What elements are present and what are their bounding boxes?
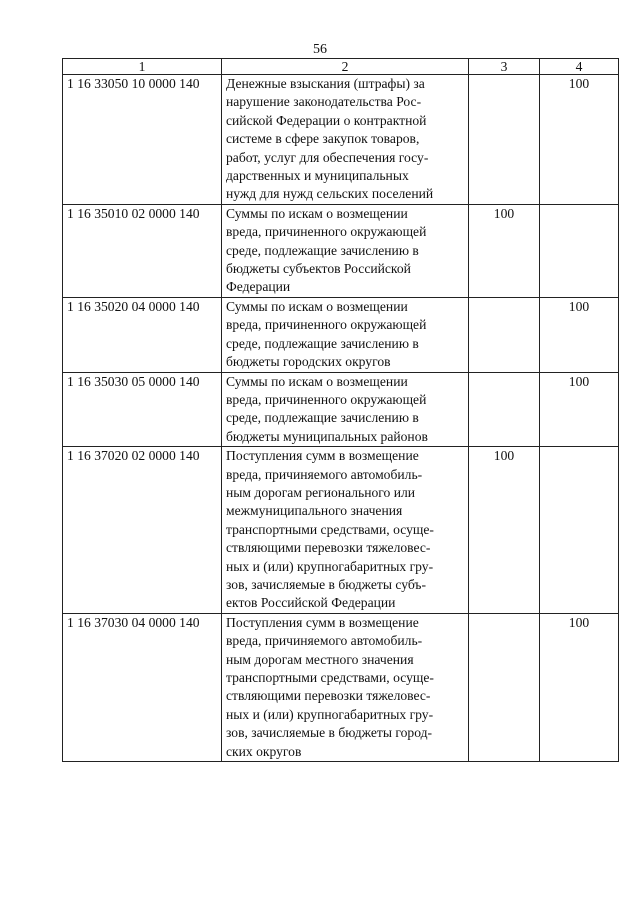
percent-column-3	[469, 297, 540, 372]
percent-column-3	[469, 204, 540, 297]
header-row	[63, 59, 619, 75]
percent-column-3	[469, 372, 540, 447]
description-line: Федерации	[226, 279, 291, 295]
classification-code: 1 16 37020 02 0000 140	[63, 447, 222, 614]
description-line: ных и (или) крупногабаритных гру-	[226, 706, 434, 722]
percent-value: 100	[568, 614, 590, 630]
description-line: межмуниципального значения	[226, 503, 403, 519]
description-line: ектов Российской Федерации	[226, 595, 396, 611]
table-row	[63, 75, 619, 205]
description-line: Суммы по искам о возмещении	[226, 373, 408, 389]
table-row	[63, 204, 619, 297]
description-line: Суммы по искам о возмещении	[226, 205, 408, 221]
column-header-3: 3	[469, 59, 540, 75]
description-line: вреда, причиняемого автомобиль-	[226, 633, 423, 649]
revenue-description	[222, 447, 469, 614]
description-line: ствляющими перевозки тяжеловес-	[226, 540, 431, 556]
description-line: транспортными средствами, осуще-	[226, 670, 434, 685]
classification-code: 1 16 35020 04 0000 140	[63, 297, 222, 372]
percent-value: 100	[568, 76, 590, 91]
percent-column-4	[540, 204, 619, 297]
percent-value: 100	[493, 205, 515, 221]
description-line: бюджеты субъектов Российской	[226, 261, 411, 277]
description-line: вреда, причиненного окружающей	[226, 224, 427, 240]
classification-code: 1 16 37030 04 0000 140	[63, 613, 222, 761]
column-header-2: 2	[222, 59, 469, 75]
classification-code: 1 16 33050 10 0000 140	[63, 75, 222, 205]
percent-column-4	[540, 613, 619, 761]
description-line: среде, подлежащие зачислению в	[226, 335, 419, 351]
revenue-description	[222, 204, 469, 297]
table-row	[63, 447, 619, 614]
revenue-description	[222, 75, 469, 205]
description-line: ным дорогам регионального или	[226, 484, 416, 500]
percent-column-3	[469, 613, 540, 761]
percent-value: 100	[568, 298, 590, 314]
percent-column-3	[469, 447, 540, 614]
percent-value: 100	[568, 373, 590, 389]
percent-column-4	[540, 447, 619, 614]
description-line: Суммы по искам о возмещении	[226, 298, 408, 314]
description-line: сийской Федерации о контрактной	[226, 112, 427, 128]
description-line: ных и (или) крупногабаритных гру-	[226, 558, 434, 574]
description-line: ствляющими перевозки тяжеловес-	[226, 688, 431, 704]
description-line: нужд для нужд сельских поселений	[226, 186, 434, 202]
description-line: дарственных и муниципальных	[226, 168, 409, 184]
column-header-4: 4	[540, 59, 619, 75]
revenue-distribution-table	[62, 58, 619, 762]
description-line: вреда, причиненного окружающей	[226, 317, 427, 333]
percent-column-4	[540, 297, 619, 372]
table-row	[63, 297, 619, 372]
description-line: вреда, причиненного окружающей	[226, 391, 427, 407]
description-line: нарушение законодательства Рос-	[226, 94, 422, 110]
description-line: среде, подлежащие зачислению в	[226, 242, 419, 258]
description-line: работ, услуг для обеспечения госу-	[226, 149, 429, 165]
description-line: ских округов	[226, 743, 302, 759]
description-line: вреда, причиняемого автомобиль-	[226, 466, 423, 482]
description-line: Поступления сумм в возмещение	[226, 448, 419, 464]
revenue-description	[222, 613, 469, 761]
table-row	[63, 613, 619, 761]
percent-value: 100	[493, 448, 515, 464]
description-line: ным дорогам местного значения	[226, 651, 414, 667]
percent-column-4	[540, 75, 619, 205]
description-line: зов, зачисляемые в бюджеты субъ-	[226, 576, 426, 592]
classification-code: 1 16 35030 05 0000 140	[63, 372, 222, 447]
description-line: бюджеты городских округов	[226, 354, 391, 370]
revenue-description	[222, 297, 469, 372]
table-row	[63, 372, 619, 447]
description-line: среде, подлежащие зачислению в	[226, 410, 419, 426]
description-line: Денежные взыскания (штрафы) за	[226, 76, 425, 91]
percent-column-3	[469, 75, 540, 205]
column-header-1: 1	[63, 59, 222, 75]
description-line: бюджеты муниципальных районов	[226, 428, 428, 444]
description-line: зов, зачисляемые в бюджеты город-	[226, 725, 433, 741]
revenue-description	[222, 372, 469, 447]
page-number: 56	[313, 42, 327, 57]
description-line: системе в сфере закупок товаров,	[226, 131, 420, 147]
description-line: Поступления сумм в возмещение	[226, 614, 419, 630]
description-line: транспортными средствами, осуще-	[226, 521, 434, 537]
classification-code: 1 16 35010 02 0000 140	[63, 204, 222, 297]
percent-column-4	[540, 372, 619, 447]
